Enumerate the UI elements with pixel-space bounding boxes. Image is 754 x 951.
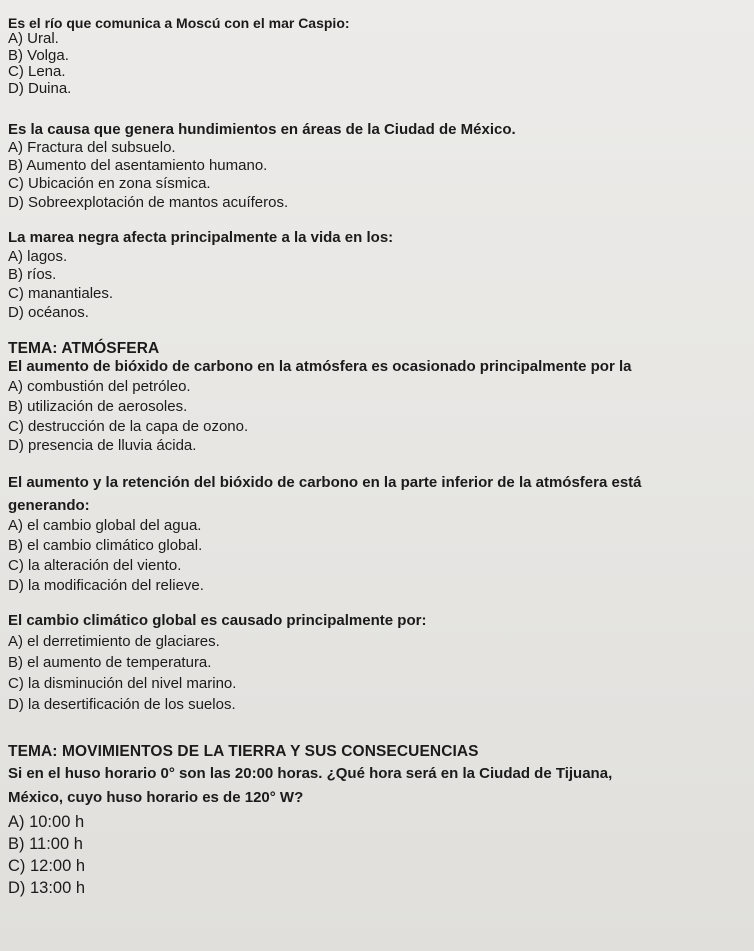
question-6-option-b: B) el aumento de temperatura. [8,654,212,671]
question-2-option-a: A) Fractura del subsuelo. [8,139,176,156]
question-5-text-line-2: generando: [8,497,90,514]
question-6-text: El cambio climático global es causado principalmente por: [8,612,427,629]
question-3-option-a: A) lagos. [8,248,68,265]
question-5-option-a: A) el cambio global del agua. [8,517,202,534]
question-3-text: La marea negra afecta principalmente a la vida en los: [8,229,394,246]
question-3-option-d: D) océanos. [8,304,89,321]
question-7-option-d: D) 13:00 h [8,879,86,897]
question-4-text: El aumento de bióxido de carbono en la atmósfera es ocasionado principalmente por la [8,358,632,375]
question-7-text-line-1: Si en el huso horario 0° son las 20:00 horas. ¿Qué hora será en la Ciudad de Tijuana, [8,765,613,782]
question-7-text-line-2: México, cuyo huso horario es de 120° W? [8,789,304,806]
question-4-option-c: C) destrucción de la capa de ozono. [8,418,249,435]
question-2-option-b: B) Aumento del asentamiento humano. [8,157,268,174]
question-4-option-a: A) combustión del petróleo. [8,378,191,395]
question-1-option-a: A) Ural. [8,30,59,47]
question-7-option-b: B) 11:00 h [8,835,83,853]
question-7-option-a: A) 10:00 h [8,813,85,831]
question-6-option-c: C) la disminución del nivel marino. [8,675,237,692]
question-3-option-c: C) manantiales. [8,285,114,302]
question-6-option-d: D) la desertificación de los suelos. [8,696,236,713]
question-2-option-c: C) Ubicación en zona sísmica. [8,175,211,192]
question-5-option-b: B) el cambio climático global. [8,537,203,554]
question-4-option-d: D) presencia de lluvia ácida. [8,437,197,454]
question-7-option-c: C) 12:00 h [8,857,86,875]
question-1-option-b: B) Volga. [8,47,69,64]
question-5-text-line-1: El aumento y la retención del bióxido de carbono en la parte inferior de la atmósfera está [8,474,642,491]
question-2-option-d: D) Sobreexplotación de mantos acuíferos. [8,194,289,211]
question-1-text: Es el río que comunica a Moscú con el mar Caspio: [8,15,350,31]
question-5-option-d: D) la modificación del relieve. [8,577,204,594]
question-1-option-c: C) Lena. [8,63,66,80]
question-2-text: Es la causa que genera hundimientos en áreas de la Ciudad de México. [8,121,516,138]
question-5-option-c: C) la alteración del viento. [8,557,182,574]
topic-heading-atmosfera: TEMA: ATMÓSFERA [8,340,160,357]
question-3-option-b: B) ríos. [8,266,57,283]
question-1-option-d: D) Duina. [8,80,72,97]
question-4-option-b: B) utilización de aerosoles. [8,398,188,415]
topic-heading-movimientos: TEMA: MOVIMIENTOS DE LA TIERRA Y SUS CONSECUENCIAS [8,743,479,760]
question-6-option-a: A) el derretimiento de glaciares. [8,633,220,650]
